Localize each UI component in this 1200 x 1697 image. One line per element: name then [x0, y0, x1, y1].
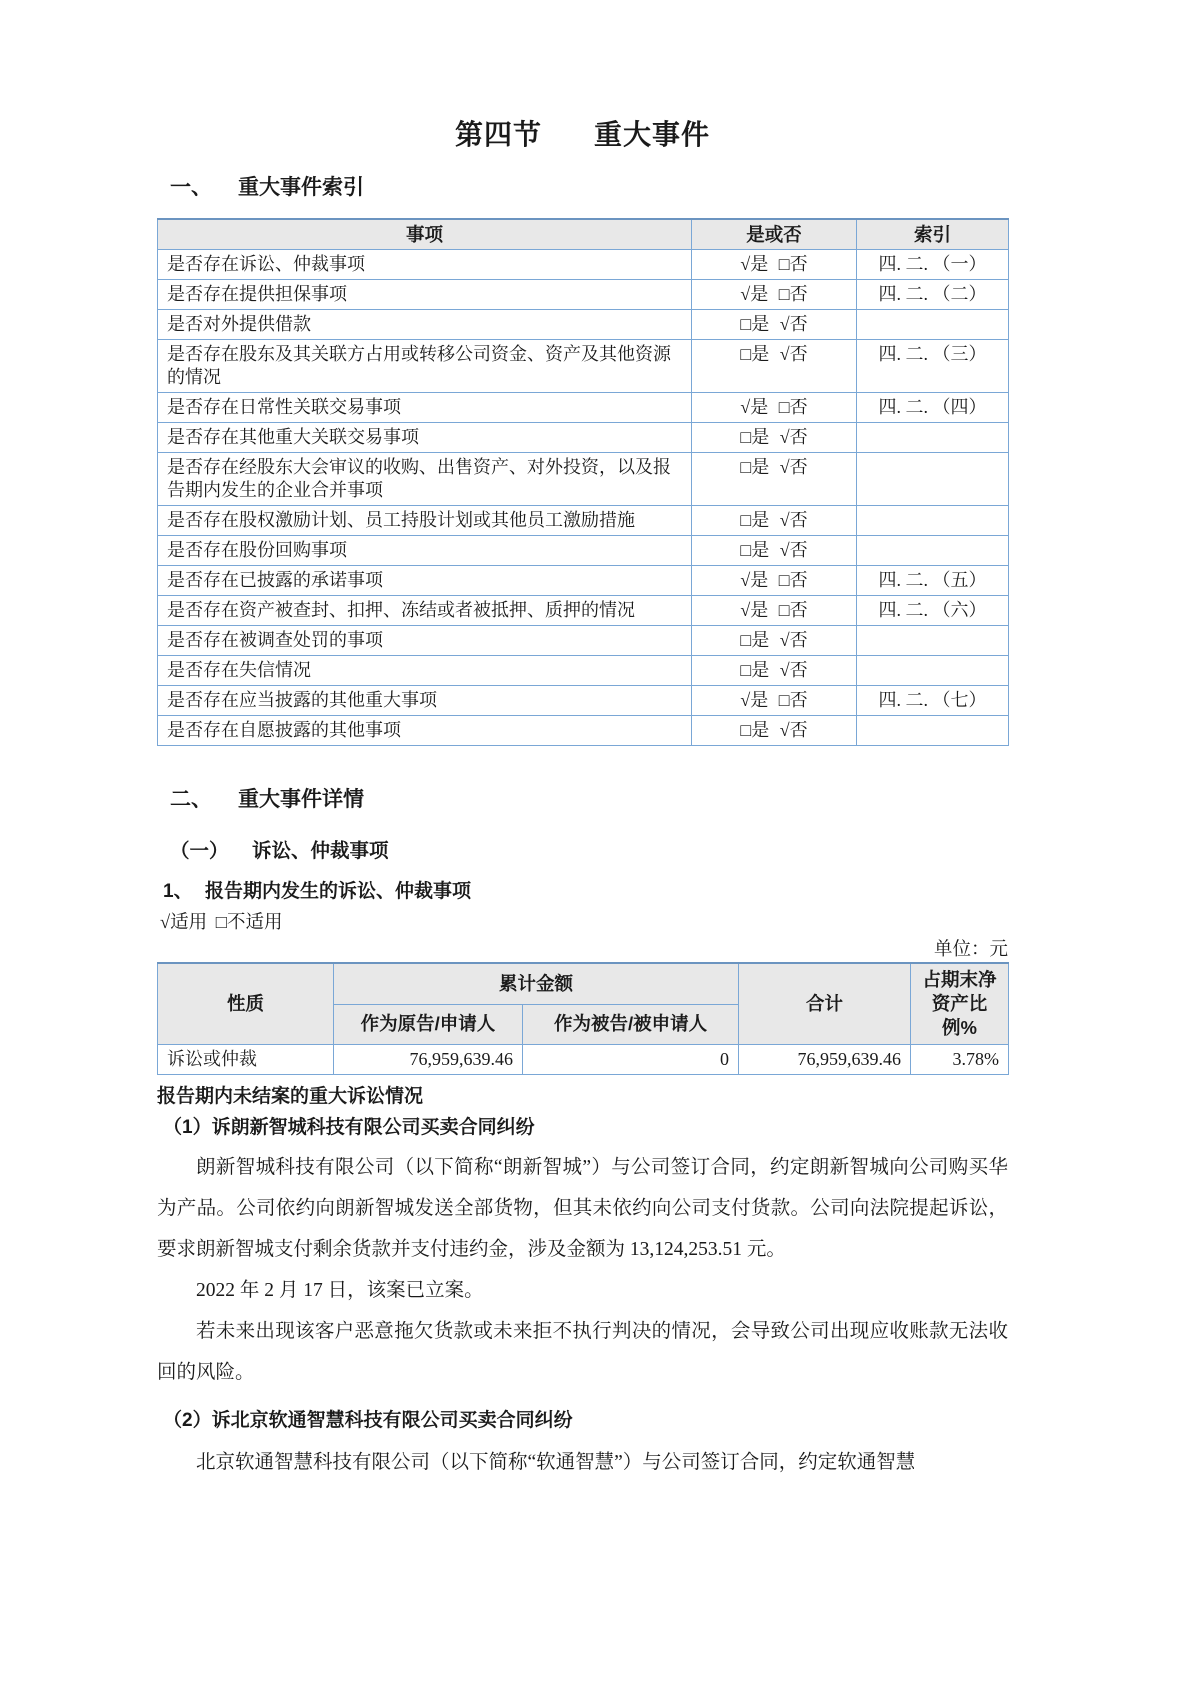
yes-no-checkbox-cell: □是 √否 — [692, 453, 857, 506]
yes-no-checkbox-cell: √是 □否 — [692, 280, 857, 310]
index-table-row — [158, 423, 1009, 453]
index-ref-cell: 四. 二. （一） — [857, 250, 1009, 280]
index-table-header-row — [158, 219, 1009, 250]
yes-no-checkbox-cell: √是 □否 — [692, 393, 857, 423]
sub-heading-number: （一） — [170, 840, 229, 862]
index-table-row — [158, 596, 1009, 626]
index-ref-cell: 四. 二. （二） — [857, 280, 1009, 310]
index-table-row — [158, 716, 1009, 746]
index-table-row — [158, 310, 1009, 340]
case1-heading: （1）诉朗新智城科技有限公司买卖合同纠纷 — [163, 1117, 535, 1138]
yes-no-checkbox-cell: □是 √否 — [692, 310, 857, 340]
case1-paragraph-1: 朗新智城科技有限公司（以下简称“朗新智城”）与公司签订合同，约定朗新智城向公司购买华为产品。公司依约向朗新智城发送全部货物，但其未依约向公司支付货款。公司向法院提起诉讼，要求朗新智城支付剩余货款并支付违约金，涉及金额为 13,124,253.51 元。 — [157, 1157, 1008, 1260]
event-item-cell: 是否对外提供借款 — [158, 310, 692, 340]
column-header-answer: 是或否 — [692, 219, 857, 250]
page-title — [157, 118, 1008, 152]
defendant-amount-cell: 0 — [523, 1045, 739, 1075]
index-ref-cell: 四. 二. （三） — [857, 340, 1009, 393]
major-events-index-table — [157, 218, 1009, 746]
litigation-header-row-1 — [158, 963, 1009, 1004]
index-table-row — [158, 506, 1009, 536]
case1-paragraph-2: 2022 年 2 月 17 日，该案已立案。 — [196, 1280, 484, 1301]
event-item-cell: 是否存在自愿披露的其他事项 — [158, 716, 692, 746]
case1-paragraph-3: 若未来出现该客户恶意拖欠货款或未来拒不执行判决的情况，会导致公司出现应收账款无法收回的风险。 — [157, 1321, 1008, 1383]
yes-no-checkbox-cell: √是 □否 — [692, 686, 857, 716]
heading-number: 一、 — [170, 176, 212, 199]
report-period-heading — [163, 880, 1008, 904]
event-item-cell: 是否存在其他重大关联交易事项 — [158, 423, 692, 453]
unit-label: 单位：元 — [933, 940, 1008, 960]
column-header-index: 索引 — [857, 219, 1009, 250]
event-item-cell: 是否存在股份回购事项 — [158, 536, 692, 566]
yes-no-checkbox-cell: √是 □否 — [692, 250, 857, 280]
yes-no-checkbox-cell: □是 √否 — [692, 656, 857, 686]
index-ref-cell: 四. 二. （六） — [857, 596, 1009, 626]
yes-no-checkbox-cell: □是 √否 — [692, 536, 857, 566]
index-table-row — [158, 656, 1009, 686]
event-item-cell: 是否存在应当披露的其他重大事项 — [158, 686, 692, 716]
index-table-row — [158, 536, 1009, 566]
index-table-body — [158, 250, 1009, 746]
applicable-checkbox-line: √适用 □不适用 — [160, 913, 283, 933]
event-item-cell: 是否存在已披露的承诺事项 — [158, 566, 692, 596]
ratio-cell: 3.78% — [911, 1045, 1009, 1075]
index-table-row — [158, 566, 1009, 596]
index-table-row — [158, 686, 1009, 716]
section-number: 第四节 — [454, 119, 542, 150]
yes-no-checkbox-cell: □是 √否 — [692, 506, 857, 536]
index-table-row — [158, 453, 1009, 506]
yes-no-checkbox-cell: □是 √否 — [692, 423, 857, 453]
item-number: 1、 — [163, 881, 193, 902]
event-item-cell: 是否存在提供担保事项 — [158, 280, 692, 310]
litigation-sub-heading — [170, 838, 1008, 864]
column-header-nature: 性质 — [158, 963, 334, 1045]
index-ref-cell — [857, 656, 1009, 686]
yes-no-checkbox-cell: □是 √否 — [692, 716, 857, 746]
column-header-total: 合计 — [739, 963, 911, 1045]
item-heading-text: 报告期内发生的诉讼、仲裁事项 — [205, 881, 472, 902]
heading-text: 重大事件索引 — [238, 176, 364, 199]
column-header-item: 事项 — [158, 219, 692, 250]
event-item-cell: 是否存在经股东大会审议的收购、出售资产、对外投资，以及报告期内发生的企业合并事项 — [158, 453, 692, 506]
column-header-ratio: 占期末净资产比例% — [911, 963, 1009, 1045]
nature-cell: 诉讼或仲裁 — [158, 1045, 334, 1075]
plaintiff-amount-cell: 76,959,639.46 — [334, 1045, 523, 1075]
yes-no-checkbox-cell: √是 □否 — [692, 596, 857, 626]
index-ref-cell — [857, 310, 1009, 340]
event-item-cell: 是否存在被调查处罚的事项 — [158, 626, 692, 656]
event-item-cell: 是否存在股权激励计划、员工持股计划或其他员工激励措施 — [158, 506, 692, 536]
column-header-defendant: 作为被告/被申请人 — [523, 1004, 739, 1044]
index-ref-cell — [857, 506, 1009, 536]
index-table-row — [158, 393, 1009, 423]
heading-number: 二、 — [170, 788, 212, 811]
index-ref-cell — [857, 716, 1009, 746]
sub-heading-text: 诉讼、仲裁事项 — [252, 840, 389, 862]
event-item-cell: 是否存在诉讼、仲裁事项 — [158, 250, 692, 280]
index-ref-cell — [857, 536, 1009, 566]
event-item-cell: 是否存在失信情况 — [158, 656, 692, 686]
index-ref-cell: 四. 二. （七） — [857, 686, 1009, 716]
case2-heading: （2）诉北京软通智慧科技有限公司买卖合同纠纷 — [163, 1410, 573, 1431]
case2-paragraph-1: 北京软通智慧科技有限公司（以下简称“软通智慧”）与公司签订合同，约定软通智慧 — [196, 1452, 916, 1473]
yes-no-checkbox-cell: □是 √否 — [692, 626, 857, 656]
column-header-plaintiff: 作为原告/申请人 — [334, 1004, 523, 1044]
index-table-row — [158, 250, 1009, 280]
index-ref-cell: 四. 二. （五） — [857, 566, 1009, 596]
column-header-cumulative: 累计金额 — [334, 963, 739, 1004]
event-item-cell: 是否存在资产被查封、扣押、冻结或者被抵押、质押的情况 — [158, 596, 692, 626]
yes-no-checkbox-cell: √是 □否 — [692, 566, 857, 596]
event-item-cell: 是否存在日常性关联交易事项 — [158, 393, 692, 423]
heading-text: 重大事件详情 — [238, 788, 364, 811]
index-table-row — [158, 626, 1009, 656]
pending-litigation-heading: 报告期内未结案的重大诉讼情况 — [157, 1086, 424, 1107]
section-title-text: 重大事件 — [594, 119, 711, 150]
event-item-cell: 是否存在股东及其关联方占用或转移公司资金、资产及其他资源的情况 — [158, 340, 692, 393]
index-ref-cell: 四. 二. （四） — [857, 393, 1009, 423]
total-amount-cell: 76,959,639.46 — [739, 1045, 911, 1075]
index-ref-cell — [857, 423, 1009, 453]
index-ref-cell — [857, 626, 1009, 656]
index-table-row — [158, 280, 1009, 310]
index-section-heading — [170, 174, 1008, 202]
litigation-amount-table — [157, 962, 1009, 1075]
litigation-data-row — [158, 1045, 1009, 1075]
index-ref-cell — [857, 453, 1009, 506]
details-section-heading — [170, 786, 1008, 814]
yes-no-checkbox-cell: □是 √否 — [692, 340, 857, 393]
index-table-row — [158, 340, 1009, 393]
